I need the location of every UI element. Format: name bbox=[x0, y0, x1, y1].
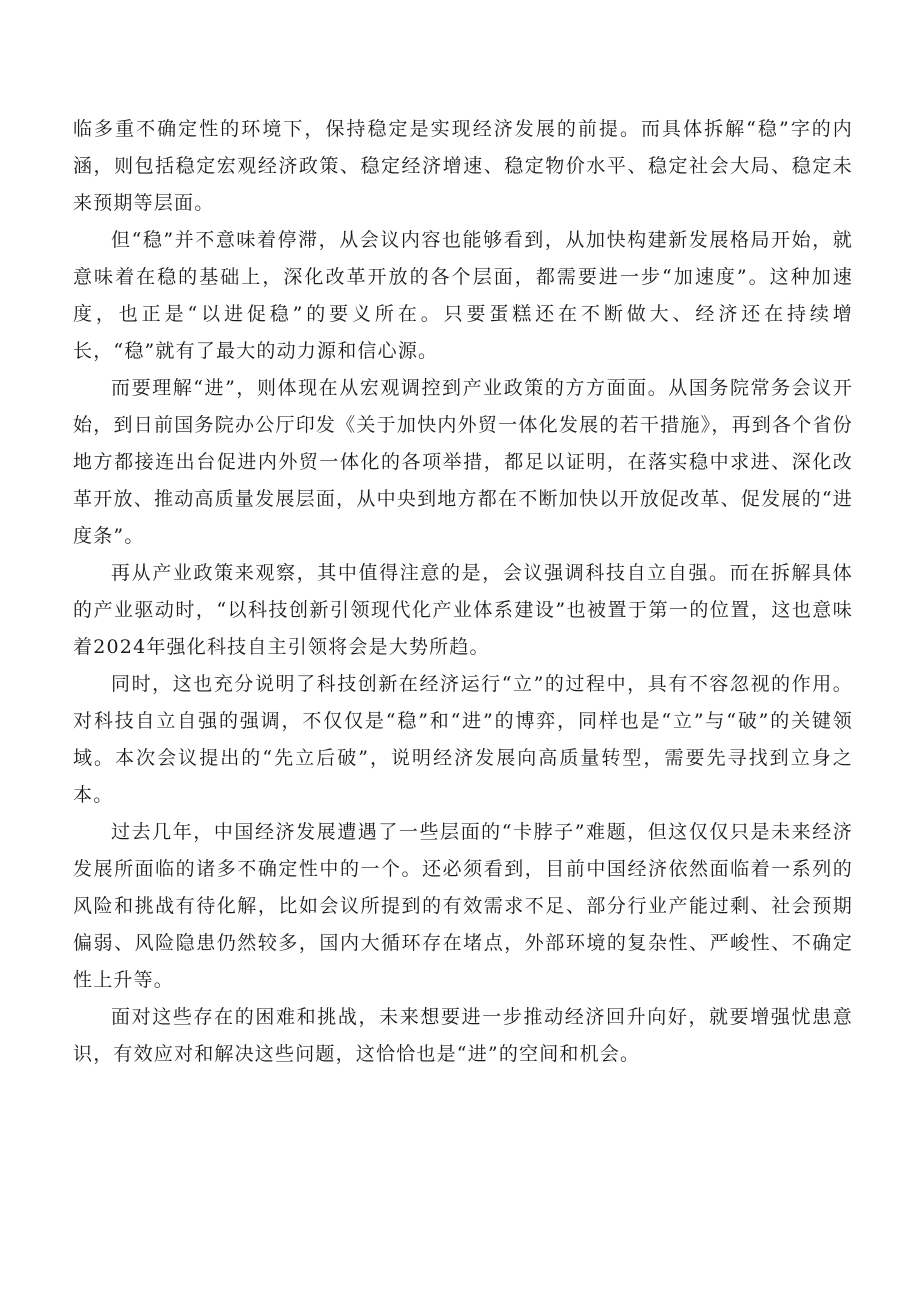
paragraph-4: 再从产业政策来观察，其中值得注意的是，会议强调科技自立自强。而在拆解具体的产业驱动时，“以科技创新引领现代化产业体系建设”也被置于第一的位置，这也意味着2024年强化科技自主引领将会是大势所趋。 bbox=[73, 562, 853, 658]
paragraph-7: 面对这些存在的困难和挑战，未来想要进一步推动经济回升向好，就要增强忧患意识，有效应对和解决这些问题，这恰恰也是“进”的空间和机会。 bbox=[73, 1006, 853, 1065]
document-body bbox=[73, 111, 853, 1073]
paragraph-3: 而要理解“进”，则体现在从宏观调控到产业政策的方方面面。从国务院常务会议开始，到日前国务院办公厅印发《关于加快内外贸一体化发展的若干措施》，再到各个省份地方都接连出台促进内外贸一体化的各项举措，都足以证明，在落实稳中求进、深化改革开放、推动高质量发展层面，从中央到地方都在不断加快以开放促改革、促发展的“进度条”。 bbox=[73, 377, 853, 547]
paragraph-5: 同时，这也充分说明了科技创新在经济运行“立”的过程中，具有不容忽视的作用。对科技自立自强的强调，不仅仅是“稳”和“进”的博弈，同样也是“立”与“破”的关键领域。本次会议提出的“先立后破”，说明经济发展向高质量转型，需要先寻找到立身之本。 bbox=[73, 673, 853, 806]
paragraph-2: 但“稳”并不意味着停滞，从会议内容也能够看到，从加快构建新发展格局开始，就意味着在稳的基础上，深化改革开放的各个层面，都需要进一步“加速度”。这种加速度，也正是“以进促稳”的要义所在。只要蛋糕还在不断做大、经济还在持续增长，“稳”就有了最大的动力源和信心源。 bbox=[73, 229, 853, 362]
paragraph-6: 过去几年，中国经济发展遭遇了一些层面的“卡脖子”难题，但这仅仅只是未来经济发展所面临的诸多不确定性中的一个。还必须看到，目前中国经济依然面临着一系列的风险和挑战有待化解，比如会议所提到的有效需求不足、部分行业产能过剩、社会预期偏弱、风险隐患仍然较多，国内大循环存在堵点，外部环境的复杂性、严峻性、不确定性上升等。 bbox=[73, 821, 853, 991]
paragraph-1: 临多重不确定性的环境下，保持稳定是实现经济发展的前提。而具体拆解“稳”字的内涵，则包括稳定宏观经济政策、稳定经济增速、稳定物价水平、稳定社会大局、稳定未来预期等层面。 bbox=[73, 118, 853, 214]
